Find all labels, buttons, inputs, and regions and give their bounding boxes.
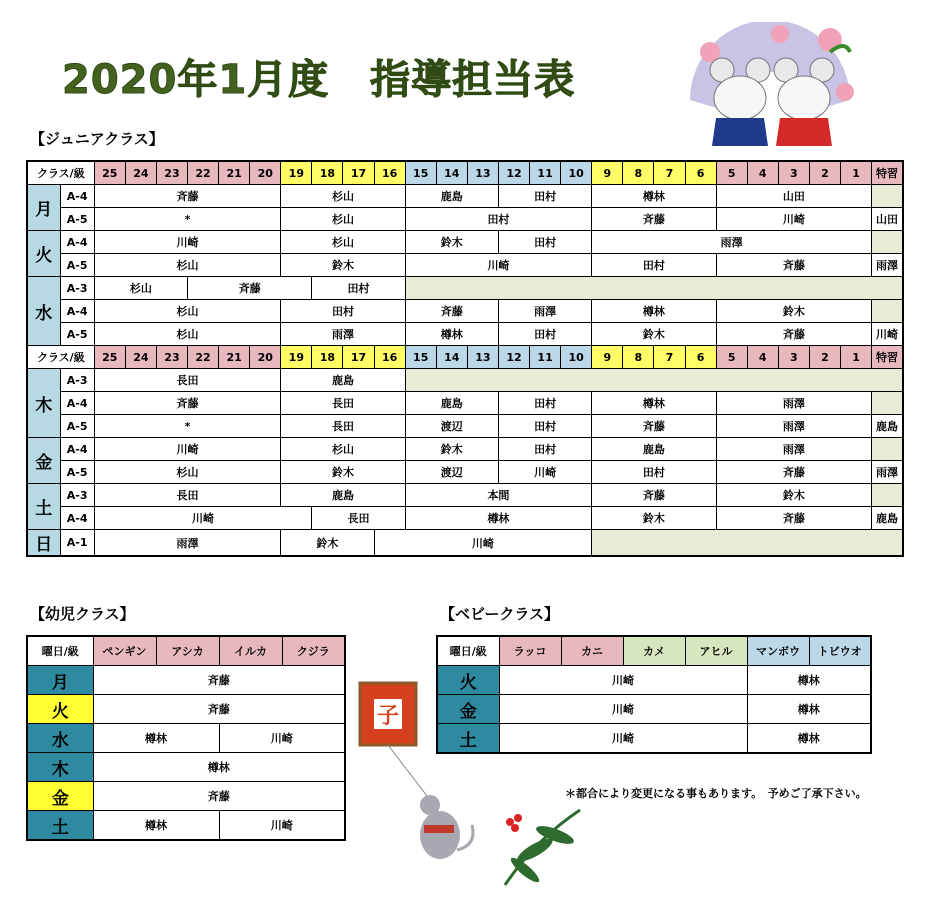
instructor-cell: 雨澤 bbox=[281, 323, 405, 346]
instructor-cell: 鈴木 bbox=[281, 461, 405, 484]
instructor-cell: 斉藤 bbox=[716, 254, 871, 277]
youji-row bbox=[27, 811, 345, 841]
grade-header-cell: 11 bbox=[530, 346, 561, 369]
empty-cell bbox=[872, 300, 903, 323]
grade-header-cell: 12 bbox=[498, 161, 529, 185]
baby-class-header: カニ bbox=[561, 636, 623, 666]
instructor-cell: 斉藤 bbox=[93, 666, 345, 695]
grade-header-cell: 2 bbox=[809, 346, 840, 369]
youji-class-header: クジラ bbox=[282, 636, 345, 666]
instructor-cell: 山田 bbox=[872, 208, 903, 231]
class-cell: A-5 bbox=[60, 323, 94, 346]
instructor-cell: 田村 bbox=[498, 323, 591, 346]
grade-header-cell: 14 bbox=[436, 346, 467, 369]
day-cell: 金 bbox=[27, 782, 93, 811]
instructor-cell: 鈴木 bbox=[281, 254, 405, 277]
instructor-cell: 樽林 bbox=[592, 300, 716, 323]
instructor-cell: 山田 bbox=[716, 185, 871, 208]
instructor-cell: 鈴木 bbox=[405, 231, 498, 254]
class-cell: A-3 bbox=[60, 369, 94, 392]
schedule-row bbox=[27, 369, 903, 392]
empty-cell bbox=[872, 185, 903, 208]
instructor-cell: 田村 bbox=[405, 208, 592, 231]
baby-row bbox=[437, 724, 871, 754]
instructor-cell: 川崎 bbox=[498, 461, 591, 484]
class-cell: A-3 bbox=[60, 484, 94, 507]
grade-header-cell: 1 bbox=[840, 161, 871, 185]
instructor-cell: 鹿島 bbox=[281, 369, 405, 392]
instructor-cell: 渡辺 bbox=[405, 415, 498, 438]
grade-header-cell: 3 bbox=[778, 346, 809, 369]
instructor-cell: * bbox=[94, 208, 281, 231]
instructor-cell: 田村 bbox=[498, 392, 591, 415]
instructor-cell: 長田 bbox=[281, 415, 405, 438]
mice-fan-illustration bbox=[680, 22, 860, 150]
grade-header-cell: 10 bbox=[561, 161, 592, 185]
instructor-cell: 川崎 bbox=[94, 507, 312, 530]
kite-character: 子 bbox=[376, 704, 400, 729]
junior-schedule-table bbox=[26, 160, 904, 557]
grade-header-cell: 7 bbox=[654, 346, 685, 369]
day-cell: 火 bbox=[437, 666, 499, 695]
instructor-cell: 川崎 bbox=[872, 323, 903, 346]
class-cell: A-5 bbox=[60, 254, 94, 277]
instructor-cell: 鹿島 bbox=[592, 438, 716, 461]
instructor-cell: 鹿島 bbox=[405, 392, 498, 415]
grade-header-cell: 8 bbox=[623, 161, 654, 185]
grade-header-cell: 12 bbox=[498, 346, 529, 369]
grade-header-cell: 17 bbox=[343, 346, 374, 369]
schedule-row bbox=[27, 300, 903, 323]
grade-header-cell: 17 bbox=[343, 161, 374, 185]
baby-class-header: アヒル bbox=[685, 636, 747, 666]
day-cell: 火 bbox=[27, 231, 60, 277]
schedule-row bbox=[27, 507, 903, 530]
schedule-row bbox=[27, 323, 903, 346]
instructor-cell: 鈴木 bbox=[592, 507, 716, 530]
instructor-cell: 田村 bbox=[498, 185, 591, 208]
grade-header-cell: 24 bbox=[125, 161, 156, 185]
day-cell: 水 bbox=[27, 724, 93, 753]
instructor-cell: 長田 bbox=[312, 507, 405, 530]
instructor-cell: 樽林 bbox=[747, 666, 871, 695]
grade-header-cell: 22 bbox=[188, 346, 219, 369]
junior-section-label: 【ジュニアクラス】 bbox=[30, 130, 164, 148]
day-cell: 木 bbox=[27, 369, 60, 438]
instructor-cell: 斉藤 bbox=[592, 208, 716, 231]
instructor-cell: 雨澤 bbox=[592, 231, 872, 254]
instructor-cell: 樽林 bbox=[405, 323, 498, 346]
instructor-cell: 田村 bbox=[498, 231, 591, 254]
schedule-row bbox=[27, 415, 903, 438]
grade-header-cell: 16 bbox=[374, 161, 405, 185]
baby-class-header: カメ bbox=[623, 636, 685, 666]
instructor-cell: 樽林 bbox=[405, 507, 592, 530]
schedule-row bbox=[27, 484, 903, 507]
instructor-cell: 雨澤 bbox=[716, 438, 871, 461]
grade-header-cell: 13 bbox=[467, 346, 498, 369]
schedule-row bbox=[27, 231, 903, 254]
instructor-cell: 田村 bbox=[312, 277, 405, 300]
youji-schedule-table bbox=[26, 635, 346, 841]
schedule-row bbox=[27, 438, 903, 461]
instructor-cell: 雨澤 bbox=[872, 254, 903, 277]
instructor-cell: 斉藤 bbox=[592, 415, 716, 438]
instructor-cell: 杉山 bbox=[281, 438, 405, 461]
grade-header-cell: 20 bbox=[250, 161, 281, 185]
day-cell: 水 bbox=[27, 277, 60, 346]
youji-row bbox=[27, 753, 345, 782]
grade-header-row bbox=[27, 161, 903, 185]
grade-header-cell: 21 bbox=[219, 346, 250, 369]
instructor-cell: 斉藤 bbox=[716, 507, 871, 530]
empty-cell bbox=[872, 231, 903, 254]
grade-header-cell: 特習 bbox=[872, 161, 903, 185]
instructor-cell: 田村 bbox=[498, 438, 591, 461]
grade-header-cell: 16 bbox=[374, 346, 405, 369]
grade-header-cell: 5 bbox=[716, 161, 747, 185]
grade-header-cell: 15 bbox=[405, 161, 436, 185]
baby-class-header: ラッコ bbox=[499, 636, 561, 666]
day-cell: 土 bbox=[27, 484, 60, 530]
youji-class-header: ペンギン bbox=[93, 636, 156, 666]
instructor-cell: 杉山 bbox=[94, 323, 281, 346]
grade-header-cell: 15 bbox=[405, 346, 436, 369]
grade-header-cell: 10 bbox=[561, 346, 592, 369]
instructor-cell: 川崎 bbox=[499, 724, 747, 754]
day-cell: 金 bbox=[27, 438, 60, 484]
instructor-cell: 長田 bbox=[94, 369, 281, 392]
instructor-cell: 杉山 bbox=[281, 185, 405, 208]
schedule-row bbox=[27, 208, 903, 231]
instructor-cell: 斉藤 bbox=[716, 323, 871, 346]
grade-header-cell: 4 bbox=[747, 161, 778, 185]
instructor-cell: 雨澤 bbox=[94, 530, 281, 557]
grade-header-cell: 23 bbox=[156, 346, 187, 369]
instructor-cell: 杉山 bbox=[94, 277, 187, 300]
grade-header-cell: 14 bbox=[436, 161, 467, 185]
day-grade-header: 曜日/級 bbox=[437, 636, 499, 666]
instructor-cell: 鹿島 bbox=[405, 185, 498, 208]
schedule-row bbox=[27, 277, 903, 300]
baby-schedule-table bbox=[436, 635, 872, 754]
instructor-cell: 樽林 bbox=[747, 695, 871, 724]
instructor-cell: 杉山 bbox=[94, 300, 281, 323]
baby-row bbox=[437, 666, 871, 695]
class-cell: A-4 bbox=[60, 507, 94, 530]
grade-header-cell: 9 bbox=[592, 161, 623, 185]
grade-header-cell: 6 bbox=[685, 346, 716, 369]
youji-class-header: イルカ bbox=[219, 636, 282, 666]
day-cell: 土 bbox=[437, 724, 499, 754]
class-cell: A-3 bbox=[60, 277, 94, 300]
class-cell: A-4 bbox=[60, 392, 94, 415]
instructor-cell: 鹿島 bbox=[281, 484, 405, 507]
instructor-cell: 川崎 bbox=[716, 208, 871, 231]
class-cell: A-4 bbox=[60, 185, 94, 208]
day-cell: 土 bbox=[27, 811, 93, 841]
youji-row bbox=[27, 695, 345, 724]
grade-header-cell: 20 bbox=[250, 346, 281, 369]
schedule-row bbox=[27, 461, 903, 484]
youji-row bbox=[27, 666, 345, 695]
empty-cell bbox=[872, 438, 903, 461]
instructor-cell: * bbox=[94, 415, 281, 438]
instructor-cell: 雨澤 bbox=[716, 415, 871, 438]
grade-header-cell: 19 bbox=[281, 161, 312, 185]
page-title: 2020年1月度 指導担当表 bbox=[62, 57, 576, 103]
instructor-cell: 杉山 bbox=[94, 254, 281, 277]
grade-header-cell: 8 bbox=[623, 346, 654, 369]
instructor-cell: 渡辺 bbox=[405, 461, 498, 484]
instructor-cell: 川崎 bbox=[219, 811, 345, 841]
schedule-row bbox=[27, 185, 903, 208]
instructor-cell: 長田 bbox=[281, 392, 405, 415]
grade-header-cell: 11 bbox=[530, 161, 561, 185]
youji-row bbox=[27, 724, 345, 753]
instructor-cell: 雨澤 bbox=[716, 392, 871, 415]
instructor-cell: 田村 bbox=[281, 300, 405, 323]
class-cell: A-4 bbox=[60, 438, 94, 461]
instructor-cell: 川崎 bbox=[499, 695, 747, 724]
day-cell: 火 bbox=[27, 695, 93, 724]
youji-row bbox=[27, 782, 345, 811]
grade-header-cell: 19 bbox=[281, 346, 312, 369]
instructor-cell: 鈴木 bbox=[716, 300, 871, 323]
class-grade-header: クラス/級 bbox=[27, 346, 94, 369]
instructor-cell: 樽林 bbox=[93, 811, 219, 841]
instructor-cell: 川崎 bbox=[499, 666, 747, 695]
instructor-cell: 斉藤 bbox=[94, 392, 281, 415]
grade-header-cell: 7 bbox=[654, 161, 685, 185]
grade-header-cell: 特習 bbox=[872, 346, 903, 369]
grade-header-cell: 22 bbox=[188, 161, 219, 185]
instructor-cell: 鹿島 bbox=[872, 415, 903, 438]
baby-class-header: マンボウ bbox=[747, 636, 809, 666]
grade-header-cell: 13 bbox=[467, 161, 498, 185]
youji-class-header: アシカ bbox=[156, 636, 219, 666]
instructor-cell: 鹿島 bbox=[872, 507, 903, 530]
instructor-cell: 雨澤 bbox=[872, 461, 903, 484]
youji-header-row bbox=[27, 636, 345, 666]
instructor-cell: 斉藤 bbox=[94, 185, 281, 208]
grade-header-cell: 4 bbox=[747, 346, 778, 369]
footnote: ＊都合により変更になる事もあります。 予めご了承下さい。 bbox=[565, 787, 867, 800]
instructor-cell: 斉藤 bbox=[592, 484, 716, 507]
instructor-cell: 斉藤 bbox=[93, 782, 345, 811]
nandina-illustration bbox=[495, 800, 595, 890]
schedule-row bbox=[27, 254, 903, 277]
instructor-cell: 斉藤 bbox=[405, 300, 498, 323]
class-cell: A-5 bbox=[60, 415, 94, 438]
grade-header-row bbox=[27, 346, 903, 369]
instructor-cell: 鈴木 bbox=[281, 530, 374, 557]
instructor-cell: 田村 bbox=[592, 254, 716, 277]
instructor-cell: 雨澤 bbox=[498, 300, 591, 323]
grade-header-cell: 25 bbox=[94, 346, 125, 369]
instructor-cell: 田村 bbox=[592, 461, 716, 484]
instructor-cell: 川崎 bbox=[94, 231, 281, 254]
class-cell: A-1 bbox=[60, 530, 94, 557]
instructor-cell: 鈴木 bbox=[405, 438, 498, 461]
class-cell: A-4 bbox=[60, 300, 94, 323]
grade-header-cell: 6 bbox=[685, 161, 716, 185]
day-cell: 金 bbox=[437, 695, 499, 724]
grade-header-cell: 18 bbox=[312, 161, 343, 185]
empty-cell bbox=[405, 277, 903, 300]
grade-header-cell: 3 bbox=[778, 161, 809, 185]
instructor-cell: 本間 bbox=[405, 484, 592, 507]
grade-header-cell: 9 bbox=[592, 346, 623, 369]
class-grade-header: クラス/級 bbox=[27, 161, 94, 185]
schedule-row bbox=[27, 392, 903, 415]
instructor-cell: 川崎 bbox=[219, 724, 345, 753]
instructor-cell: 川崎 bbox=[94, 438, 281, 461]
instructor-cell: 樽林 bbox=[93, 724, 219, 753]
schedule-row bbox=[27, 530, 903, 557]
day-cell: 月 bbox=[27, 185, 60, 231]
instructor-cell: 樽林 bbox=[747, 724, 871, 754]
day-cell: 月 bbox=[27, 666, 93, 695]
day-cell: 木 bbox=[27, 753, 93, 782]
instructor-cell: 川崎 bbox=[405, 254, 592, 277]
day-cell: 日 bbox=[27, 530, 60, 557]
instructor-cell: 斉藤 bbox=[188, 277, 312, 300]
grade-header-cell: 21 bbox=[219, 161, 250, 185]
empty-cell bbox=[592, 530, 903, 557]
instructor-cell: 斉藤 bbox=[93, 695, 345, 724]
class-cell: A-5 bbox=[60, 208, 94, 231]
instructor-cell: 樽林 bbox=[592, 392, 716, 415]
instructor-cell: 樽林 bbox=[93, 753, 345, 782]
grade-header-cell: 5 bbox=[716, 346, 747, 369]
baby-header-row bbox=[437, 636, 871, 666]
grade-header-cell: 23 bbox=[156, 161, 187, 185]
instructor-cell: 鈴木 bbox=[716, 484, 871, 507]
instructor-cell: 川崎 bbox=[374, 530, 592, 557]
instructor-cell: 杉山 bbox=[94, 461, 281, 484]
empty-cell bbox=[872, 392, 903, 415]
grade-header-cell: 1 bbox=[840, 346, 871, 369]
day-grade-header: 曜日/級 bbox=[27, 636, 93, 666]
empty-cell bbox=[872, 484, 903, 507]
grade-header-cell: 24 bbox=[125, 346, 156, 369]
instructor-cell: 樽林 bbox=[592, 185, 716, 208]
grade-header-cell: 2 bbox=[809, 161, 840, 185]
instructor-cell: 長田 bbox=[94, 484, 281, 507]
youji-section-label: 【幼児クラス】 bbox=[30, 605, 135, 623]
class-cell: A-5 bbox=[60, 461, 94, 484]
baby-section-label: 【ベビークラス】 bbox=[440, 605, 559, 623]
kite-mouse-illustration bbox=[352, 675, 482, 880]
baby-class-header: トビウオ bbox=[809, 636, 871, 666]
instructor-cell: 鈴木 bbox=[592, 323, 716, 346]
baby-row bbox=[437, 695, 871, 724]
instructor-cell: 斉藤 bbox=[716, 461, 871, 484]
grade-header-cell: 18 bbox=[312, 346, 343, 369]
instructor-cell: 田村 bbox=[498, 415, 591, 438]
instructor-cell: 杉山 bbox=[281, 231, 405, 254]
instructor-cell: 杉山 bbox=[281, 208, 405, 231]
grade-header-cell: 25 bbox=[94, 161, 125, 185]
class-cell: A-4 bbox=[60, 231, 94, 254]
empty-cell bbox=[405, 369, 903, 392]
